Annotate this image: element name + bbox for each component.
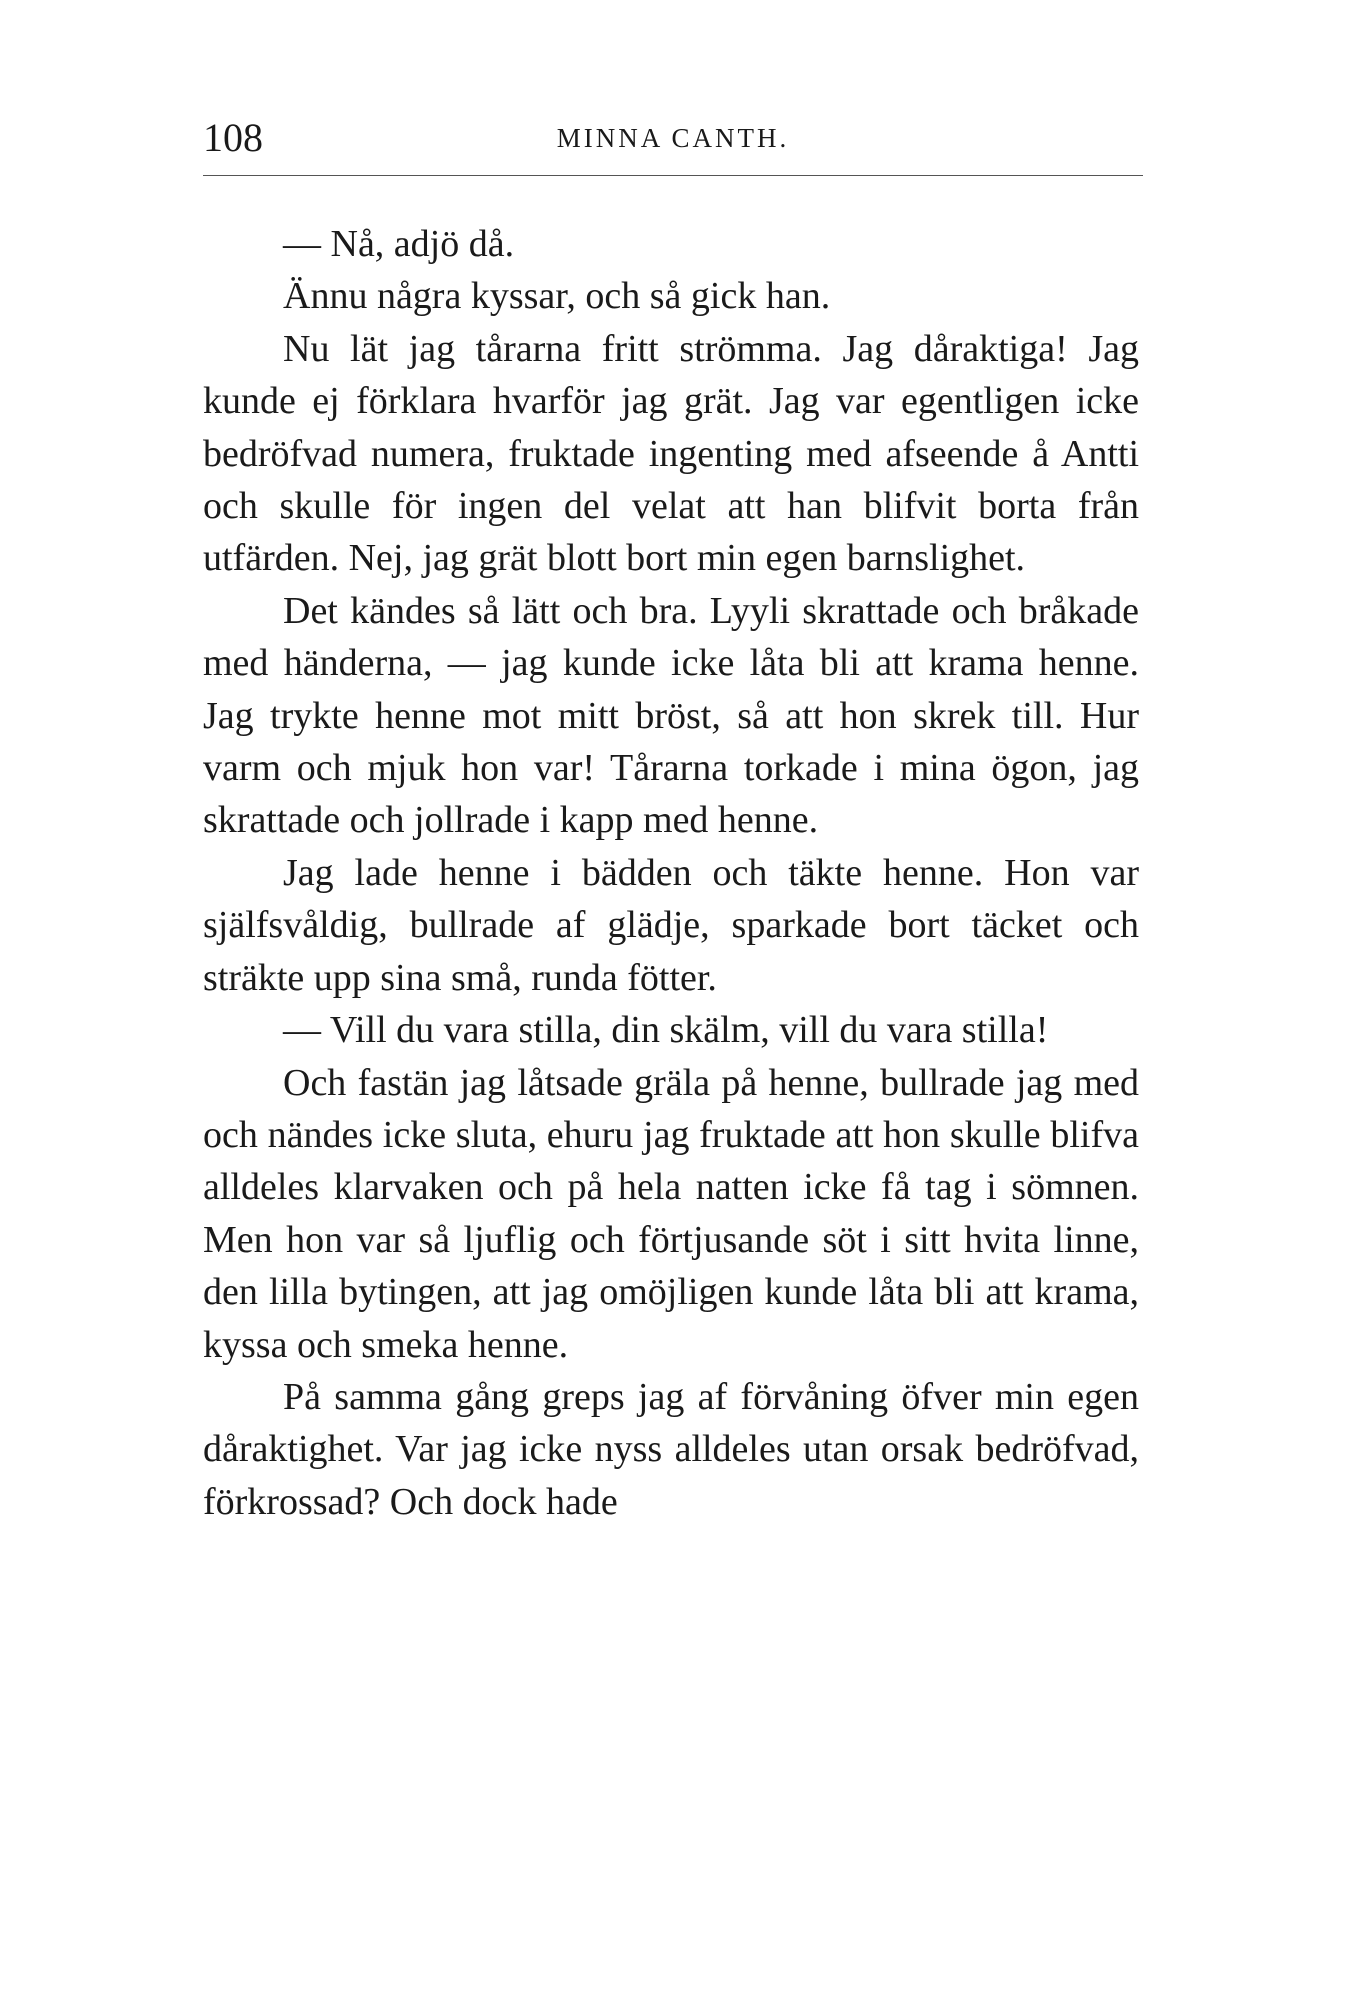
paragraph: Och fastän jag låtsade gräla på henne, bullrade jag med och nändes icke sluta, ehuru jag fruktade att hon skulle blifva alldeles klarvaken och på hela natten icke få tag i sömnen. Men hon var så ljuflig och förtjusande söt i sitt hvita linne, den lilla bytingen, att jag omöjligen kunde låta bli att krama, kyssa och smeka henne. — [203, 1061, 1139, 1366]
paragraph: Det kändes så lätt och bra. Lyyli skrattade och bråkade med händerna, — jag kunde icke låta bli att krama henne. Jag trykte henne mot mitt bröst, så att hon skrek till. Hur varm och mjuk hon var! Tårarna torkade i mina ögon, jag skrattade och jollrade i kapp med henne. — [203, 589, 1139, 842]
page-number: 108 — [203, 115, 263, 160]
running-head: MINNA CANTH. — [556, 123, 790, 153]
paragraph: Jag lade henne i bädden och täkte henne. Hon var själfsvåldig, bullrade af glädje, sparkade bort täcket och sträkte upp sina små, runda fötter. — [203, 851, 1139, 999]
paragraph: — Vill du vara stilla, din skälm, vill du vara stilla! — [283, 1009, 1049, 1052]
paragraph: — Nå, adjö då. — [283, 223, 515, 265]
header-rule — [203, 175, 1143, 176]
paragraph: Nu lät jag tårarna fritt strömma. Jag dåraktiga! Jag kunde ej förklara hvarför jag grät. Jag var egentligen icke bedröfvad numera, fruktade ingenting med afseende å Antti och skulle för ingen del velat att han blifvit borta från utfärden. Nej, jag grät blott bort min egen barnslighet. — [203, 327, 1139, 580]
paragraph: Ännu några kyssar, och så gick han. — [283, 275, 831, 318]
paragraph: På samma gång greps jag af förvåning öfver min egen dåraktighet. Var jag icke nyss alldeles utan orsak bedröfvad, förkrossad? Och dock hade — [203, 1375, 1139, 1523]
page-header — [203, 108, 1143, 168]
body-text — [203, 218, 1139, 1528]
